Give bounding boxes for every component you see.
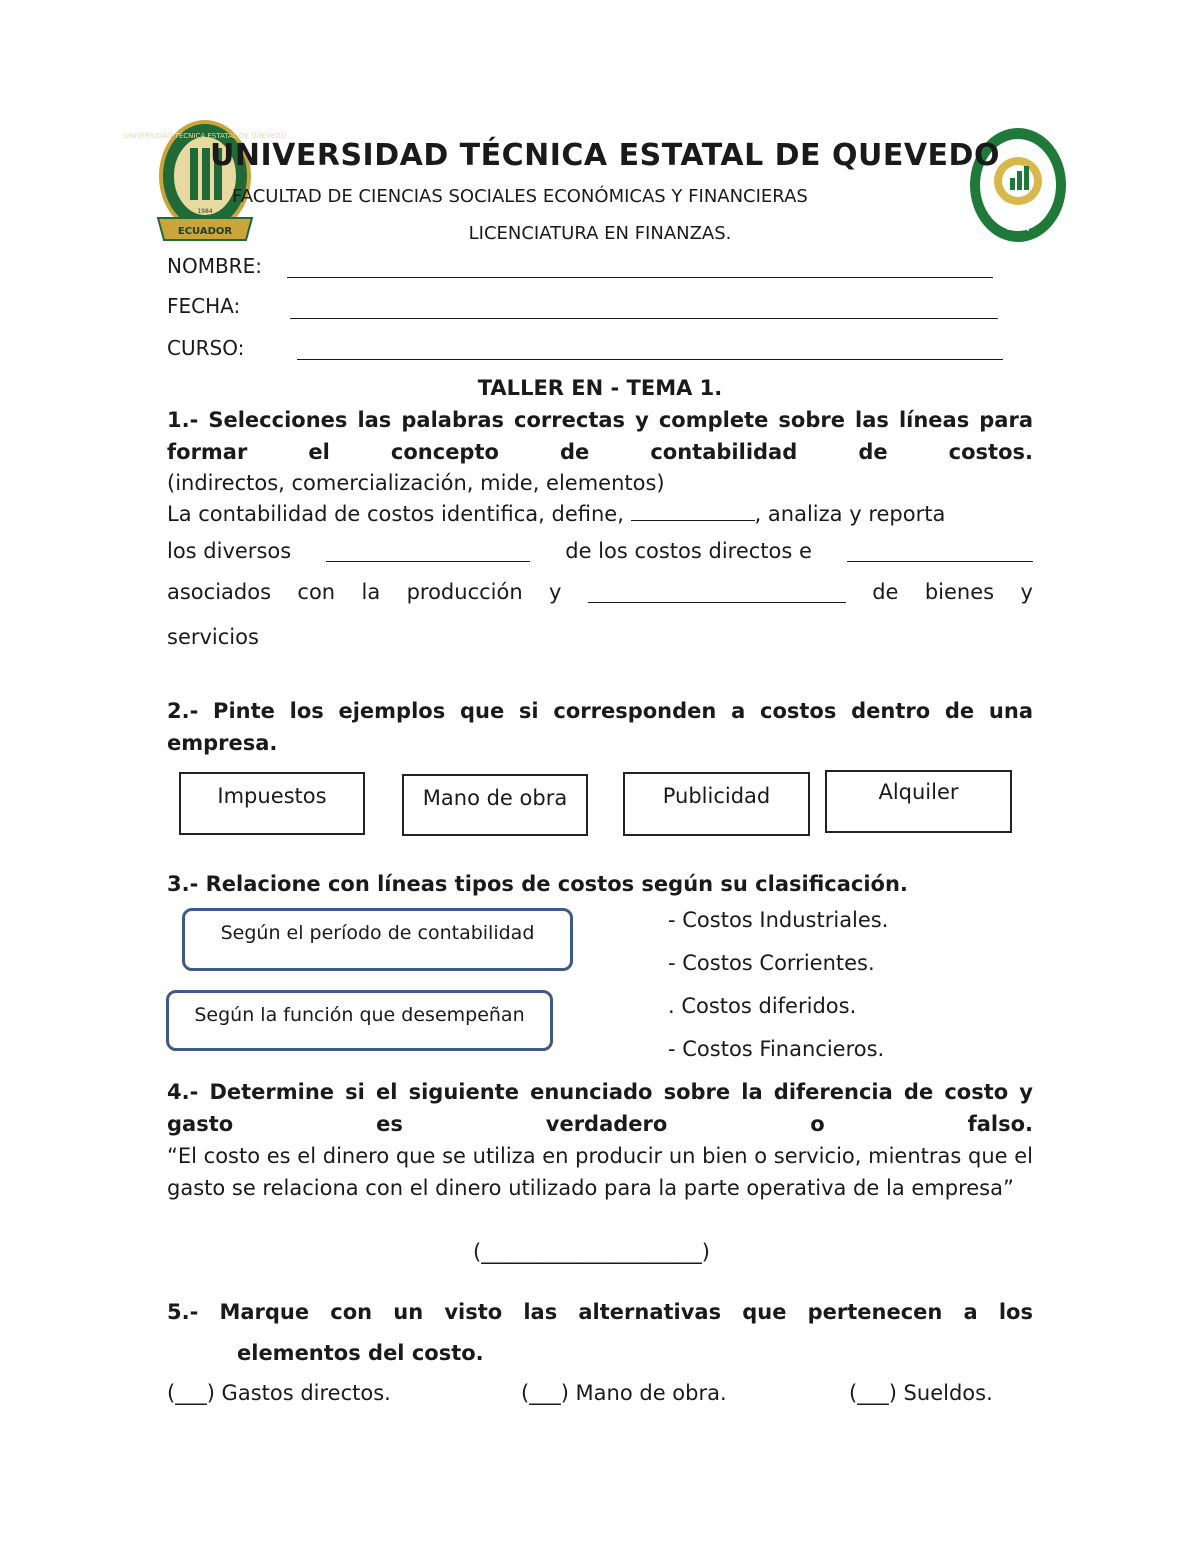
q1-line2 (167, 539, 1033, 563)
cost-type-item[interactable]: . Costos diferidos. (668, 994, 857, 1018)
q1-line1 (167, 498, 1033, 530)
q1-line1-b: , analiza y reporta (754, 502, 946, 526)
q1-line3-f: de (872, 580, 899, 604)
career-name: LICENCIATURA EN FINANZAS. (468, 223, 732, 244)
q5-prompt-line2: elementos del costo. (237, 1341, 484, 1365)
date-line[interactable] (290, 318, 998, 319)
q1-line3-e: y (549, 580, 562, 604)
cost-option-box[interactable]: Impuestos (179, 772, 365, 835)
q1-line2-b: de los costos directos e (565, 539, 812, 563)
q1-line3-c: la (361, 580, 381, 604)
seal-year: 1984 (197, 208, 213, 215)
q5-prompt-line1: 5.- Marque con un visto las alternativas que pertenecen a los (167, 1300, 1033, 1324)
q2-prompt: 2.- Pinte los ejemplos que si corresponden a costos dentro de una empresa. (167, 699, 1033, 755)
q1-line1-a: La contabilidad de costos identifica, define, (167, 502, 624, 526)
cost-option-box[interactable]: Alquiler (825, 770, 1012, 833)
q1-blank-2[interactable] (326, 539, 530, 562)
element-option[interactable]: (___) Sueldos. (849, 1381, 993, 1405)
q1-line4: servicios (167, 625, 259, 649)
course-line[interactable] (297, 359, 1003, 360)
worksheet-title: TALLER EN - TEMA 1. (477, 376, 723, 400)
university-title: UNIVERSIDAD TÉCNICA ESTATAL DE QUEVEDO (210, 138, 1000, 173)
q4-statement: “El costo es el dinero que se utiliza en producir un bien o servicio, mientras que el gasto se relaciona con el dinero utilizado para la parte operativa de la empresa” (167, 1144, 1033, 1200)
cost-type-item[interactable]: - Costos Corrientes. (668, 951, 875, 975)
faculty-logo-text: UTEQ (1005, 223, 1031, 232)
q1-line3-g: bienes (924, 580, 995, 604)
q1-blank-3[interactable] (847, 539, 1033, 562)
element-option[interactable]: (___) Gastos directos. (167, 1381, 391, 1405)
name-line[interactable] (287, 277, 993, 278)
q1-blank-4[interactable] (588, 580, 846, 603)
q1-line2-a: los diversos (167, 539, 292, 563)
faculty-name: FACULTAD DE CIENCIAS SOCIALES ECONÓMICAS Y FINANCIERAS (232, 186, 808, 207)
element-option[interactable]: (___) Mano de obra. (521, 1381, 727, 1405)
q1-prompt: 1.- Selecciones las palabras correctas y complete sobre las líneas para formar el concepto de contabilidad de costos. (167, 408, 1033, 464)
q1-line3-a: asociados (167, 580, 272, 604)
q1-line3 (167, 580, 1033, 604)
classification-box[interactable]: Según la función que desempeñan (166, 990, 553, 1051)
cost-option-box[interactable]: Publicidad (623, 772, 810, 836)
q1-line3-h: y (1020, 580, 1033, 604)
course-label: CURSO: (167, 336, 245, 360)
q1-line3-b: con (297, 580, 336, 604)
q1-blank-1[interactable] (631, 498, 755, 521)
q4-prompt: 4.- Determine si el siguiente enunciado sobre la diferencia de costo y gasto es verdadero o falso. (167, 1080, 1033, 1136)
seal-band-text: ECUADOR (177, 226, 233, 237)
seal-text: UNIVERSIDAD TÉCNICA ESTATAL DE QUEVEDO (123, 132, 287, 140)
cost-option-box[interactable]: Mano de obra (402, 774, 588, 836)
q1-options: (indirectos, comercialización, mide, elementos) (167, 471, 665, 495)
date-label: FECHA: (167, 294, 241, 318)
q3-prompt: 3.- Relacione con líneas tipos de costos según su clasificación. (167, 872, 908, 896)
q4-answer[interactable]: (_____________________) (473, 1240, 710, 1264)
classification-box[interactable]: Según el período de contabilidad (182, 908, 573, 971)
name-label: NOMBRE: (167, 254, 262, 278)
cost-type-item[interactable]: - Costos Financieros. (668, 1037, 885, 1061)
cost-type-item[interactable]: - Costos Industriales. (668, 908, 889, 932)
q1-line3-d: producción (406, 580, 523, 604)
